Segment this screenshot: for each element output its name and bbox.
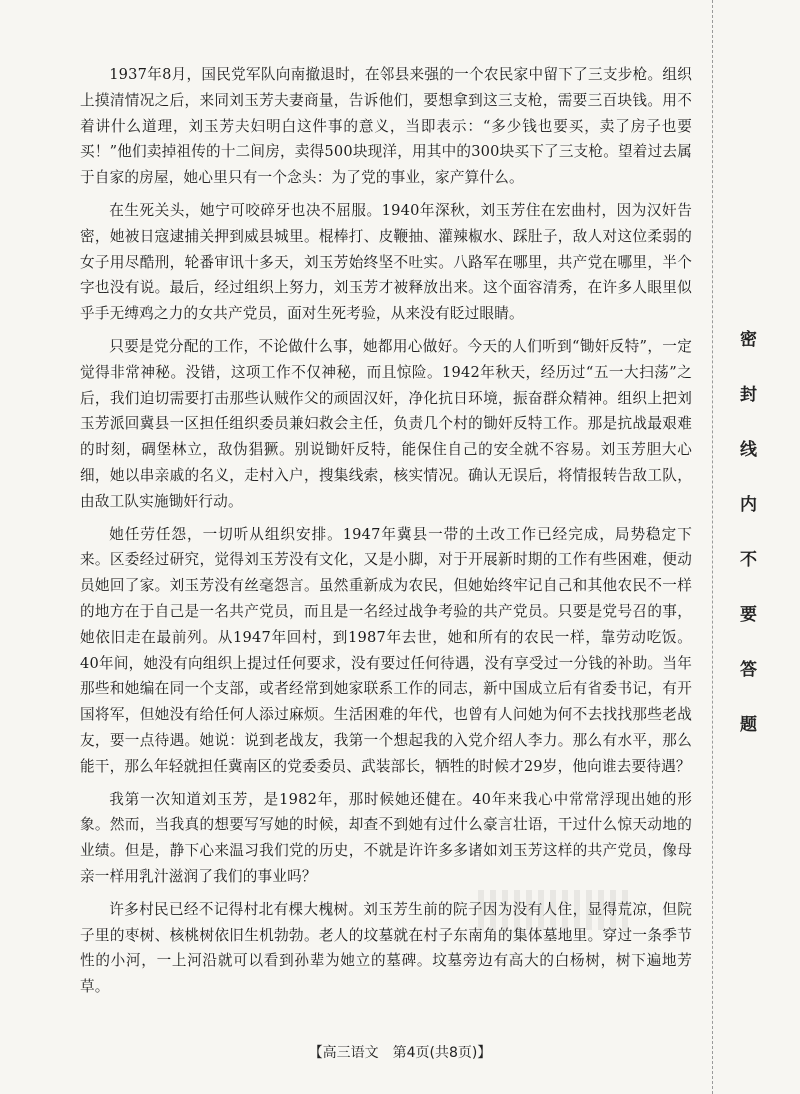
seal-line-notice: 密封线内不要答题 (736, 330, 756, 770)
faded-stamp-mark (478, 890, 628, 930)
paragraph-6: 许多村民已经不记得村北有棵大槐树。刘玉芳生前的院子因为没有人住，显得荒凉，但院子里的枣树、核桃树依旧生机勃勃。老人的坟墓就在村子东南角的集体墓地里。穿过一条季节性的小河，一上河沿就可以看到孙辈为她立的墓碑。坟墓旁边有高大的白杨树，树下遍地芳草。 (80, 900, 692, 996)
page-footer: 【高三语文 第4页(共8页)】 (308, 1045, 492, 1061)
paragraph-5: 我第一次知道刘玉芳，是1982年，那时候她还健在。40年来我心中常常浮现出她的形象。然而，当我真的想要写写她的时候，却查不到她有过什么豪言壮语，干过什么惊天动地的业绩。但是，静下心来温习我们党的历史，不就是许许多多诸如刘玉芳这样的共产党员，像母亲一样用乳汁滋润了我们的事业吗？ (80, 790, 692, 885)
paragraph-3: 只要是党分配的工作，不论做什么事，她都用心做好。今天的人们听到“锄奸反特”，一定觉得非常神秘。没错，这项工作不仅神秘，而且惊险。1942年秋天，经历过“五一大扫荡”之后，我们迫切需要打击那些认贼作父的顽固汉奸，净化抗日环境，振奋群众精神。组织上把刘玉芳派回冀县一区担任组织委员兼妇救会主任，负责几个村的锄奸反特工作。那是抗战最艰难的时刻，碉堡林立，敌伪猖獗。别说锄奸反特，能保住自己的安全就不容易。刘玉芳胆大心细，她以串亲戚的名义，走村入户，搜集线索，核实情况。确认无误后，将情报转告敌工队，由敌工队实施锄奸行动。 (80, 337, 692, 510)
article-body (80, 62, 692, 1007)
paragraph-2: 在生死关头，她宁可咬碎牙也决不屈服。1940年深秋，刘玉芳住在宏曲村，因为汉奸告密，她被日寇逮捕关押到威县城里。棍棒打、皮鞭抽、灌辣椒水、踩肚子，敌人对这位柔弱的女子用尽酷刑，轮番审讯十多天，刘玉芳始终坚不吐实。八路军在哪里，共产党在哪里，半个字也没有说。最后，经过组织上努力，刘玉芳才被释放出来。这个面容清秀，在许多人眼里似乎手无缚鸡之力的女共产党员，面对生死考验，从来没有眨过眼睛。 (80, 201, 692, 323)
paragraph-4: 她任劳任怨，一切听从组织安排。1947年冀县一带的土改工作已经完成，局势稳定下来。区委经过研究，觉得刘玉芳没有文化，又是小脚，对于开展新时期的工作有些困难，便动员她回了家。刘玉芳没有丝毫怨言。虽然重新成为农民，但她始终牢记自己和其他农民不一样的地方在于自己是一名共产党员，而且是一名经过战争考验的共产党员。只要是党号召的事，她依旧走在最前列。从1947年回村，到1987年去世，她和所有的农民一样，靠劳动吃饭。40年间，她没有向组织上提过任何要求，没有要过任何待遇，没有享受过一分钱的补助。当年那些和她编在同一个支部，或者经常到她家联系工作的同志，新中国成立后有省委书记，有开国将军，但她没有给任何人添过麻烦。生活困难的年代，也曾有人问她为何不去找找那些老战友，要一点待遇。她说：说到老战友，我第一个想起我的入党介绍人李力。那么有水平，那么能干，那么年轻就担任冀南区的党委委员、武装部长，牺牲的时候才29岁，他向谁去要待遇？ (80, 525, 692, 775)
seal-line (712, 0, 713, 1094)
paragraph-1: 1937年8月，国民党军队向南撤退时，在邻县来强的一个农民家中留下了三支步枪。组织上摸清情况之后，来同刘玉芳夫妻商量，告诉他们，要想拿到这三支枪，需要三百块钱。用不着讲什么道理，刘玉芳夫妇明白这件事的意义，当即表示：“多少钱也要买，卖了房子也要买！”他们卖掉祖传的十二间房，卖得500块现洋，用其中的300块买下了三支枪。望着过去属于自家的房屋，她心里只有一个念头：为了党的事业，家产算什么。 (80, 66, 692, 187)
